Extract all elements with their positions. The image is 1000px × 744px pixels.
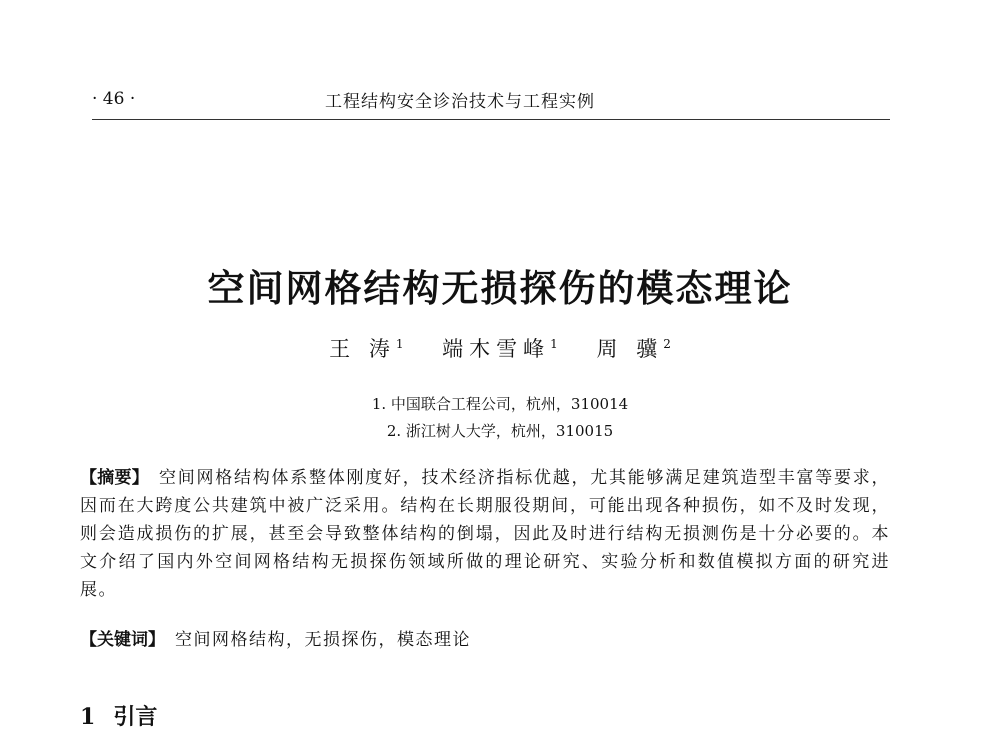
running-title: 工程结构安全诊治技术与工程实例 xyxy=(325,92,595,112)
header-rule xyxy=(92,119,890,120)
author-1 xyxy=(329,337,403,361)
author-affiliation-mark: 2 xyxy=(663,337,671,351)
abstract xyxy=(80,464,890,604)
author-2 xyxy=(442,337,558,361)
keywords-label: 【关键词】 xyxy=(80,630,165,650)
keywords xyxy=(80,625,890,650)
affiliation-1: 1. 中国联合工程公司，杭州，310014 xyxy=(371,395,629,413)
keywords-text: 空间网格结构，无损探伤，模态理论 xyxy=(175,630,471,650)
page-number: · 46 · xyxy=(92,89,136,109)
section-heading xyxy=(80,700,157,731)
abstract-label: 【摘要】 xyxy=(80,468,149,488)
author-affiliation-mark: 1 xyxy=(550,337,558,351)
author-list xyxy=(0,333,1000,363)
paper-title: 空间网格结构无损探伤的模态理论 xyxy=(207,267,793,310)
author-name: 王 涛 xyxy=(329,337,396,361)
abstract-text: 空间网格结构体系整体刚度好，技术经济指标优越，尤其能够满足建筑造型丰富等要求，因而在大跨度公共建筑中被广泛采用。结构在长期服役期间，可能出现各种损伤，如不及时发现，则会造成损伤的扩展，甚至会导致整体结构的倒塌，因此及时进行结构无损测伤是十分必要的。本文介绍了国内外空间网格结构无损探伤领域所做的理论研究、实验分析和数值模拟方面的研究进展。 xyxy=(80,468,890,600)
author-name: 周 骥 xyxy=(596,337,664,361)
affiliation-2: 2. 浙江树人大学，杭州，310015 xyxy=(386,422,614,440)
section-title: 引言 xyxy=(113,704,158,730)
author-name: 端木雪峰 xyxy=(442,337,551,361)
author-affiliation-mark: 1 xyxy=(395,337,404,351)
section-number: 1 xyxy=(80,704,96,730)
author-3 xyxy=(597,337,671,361)
